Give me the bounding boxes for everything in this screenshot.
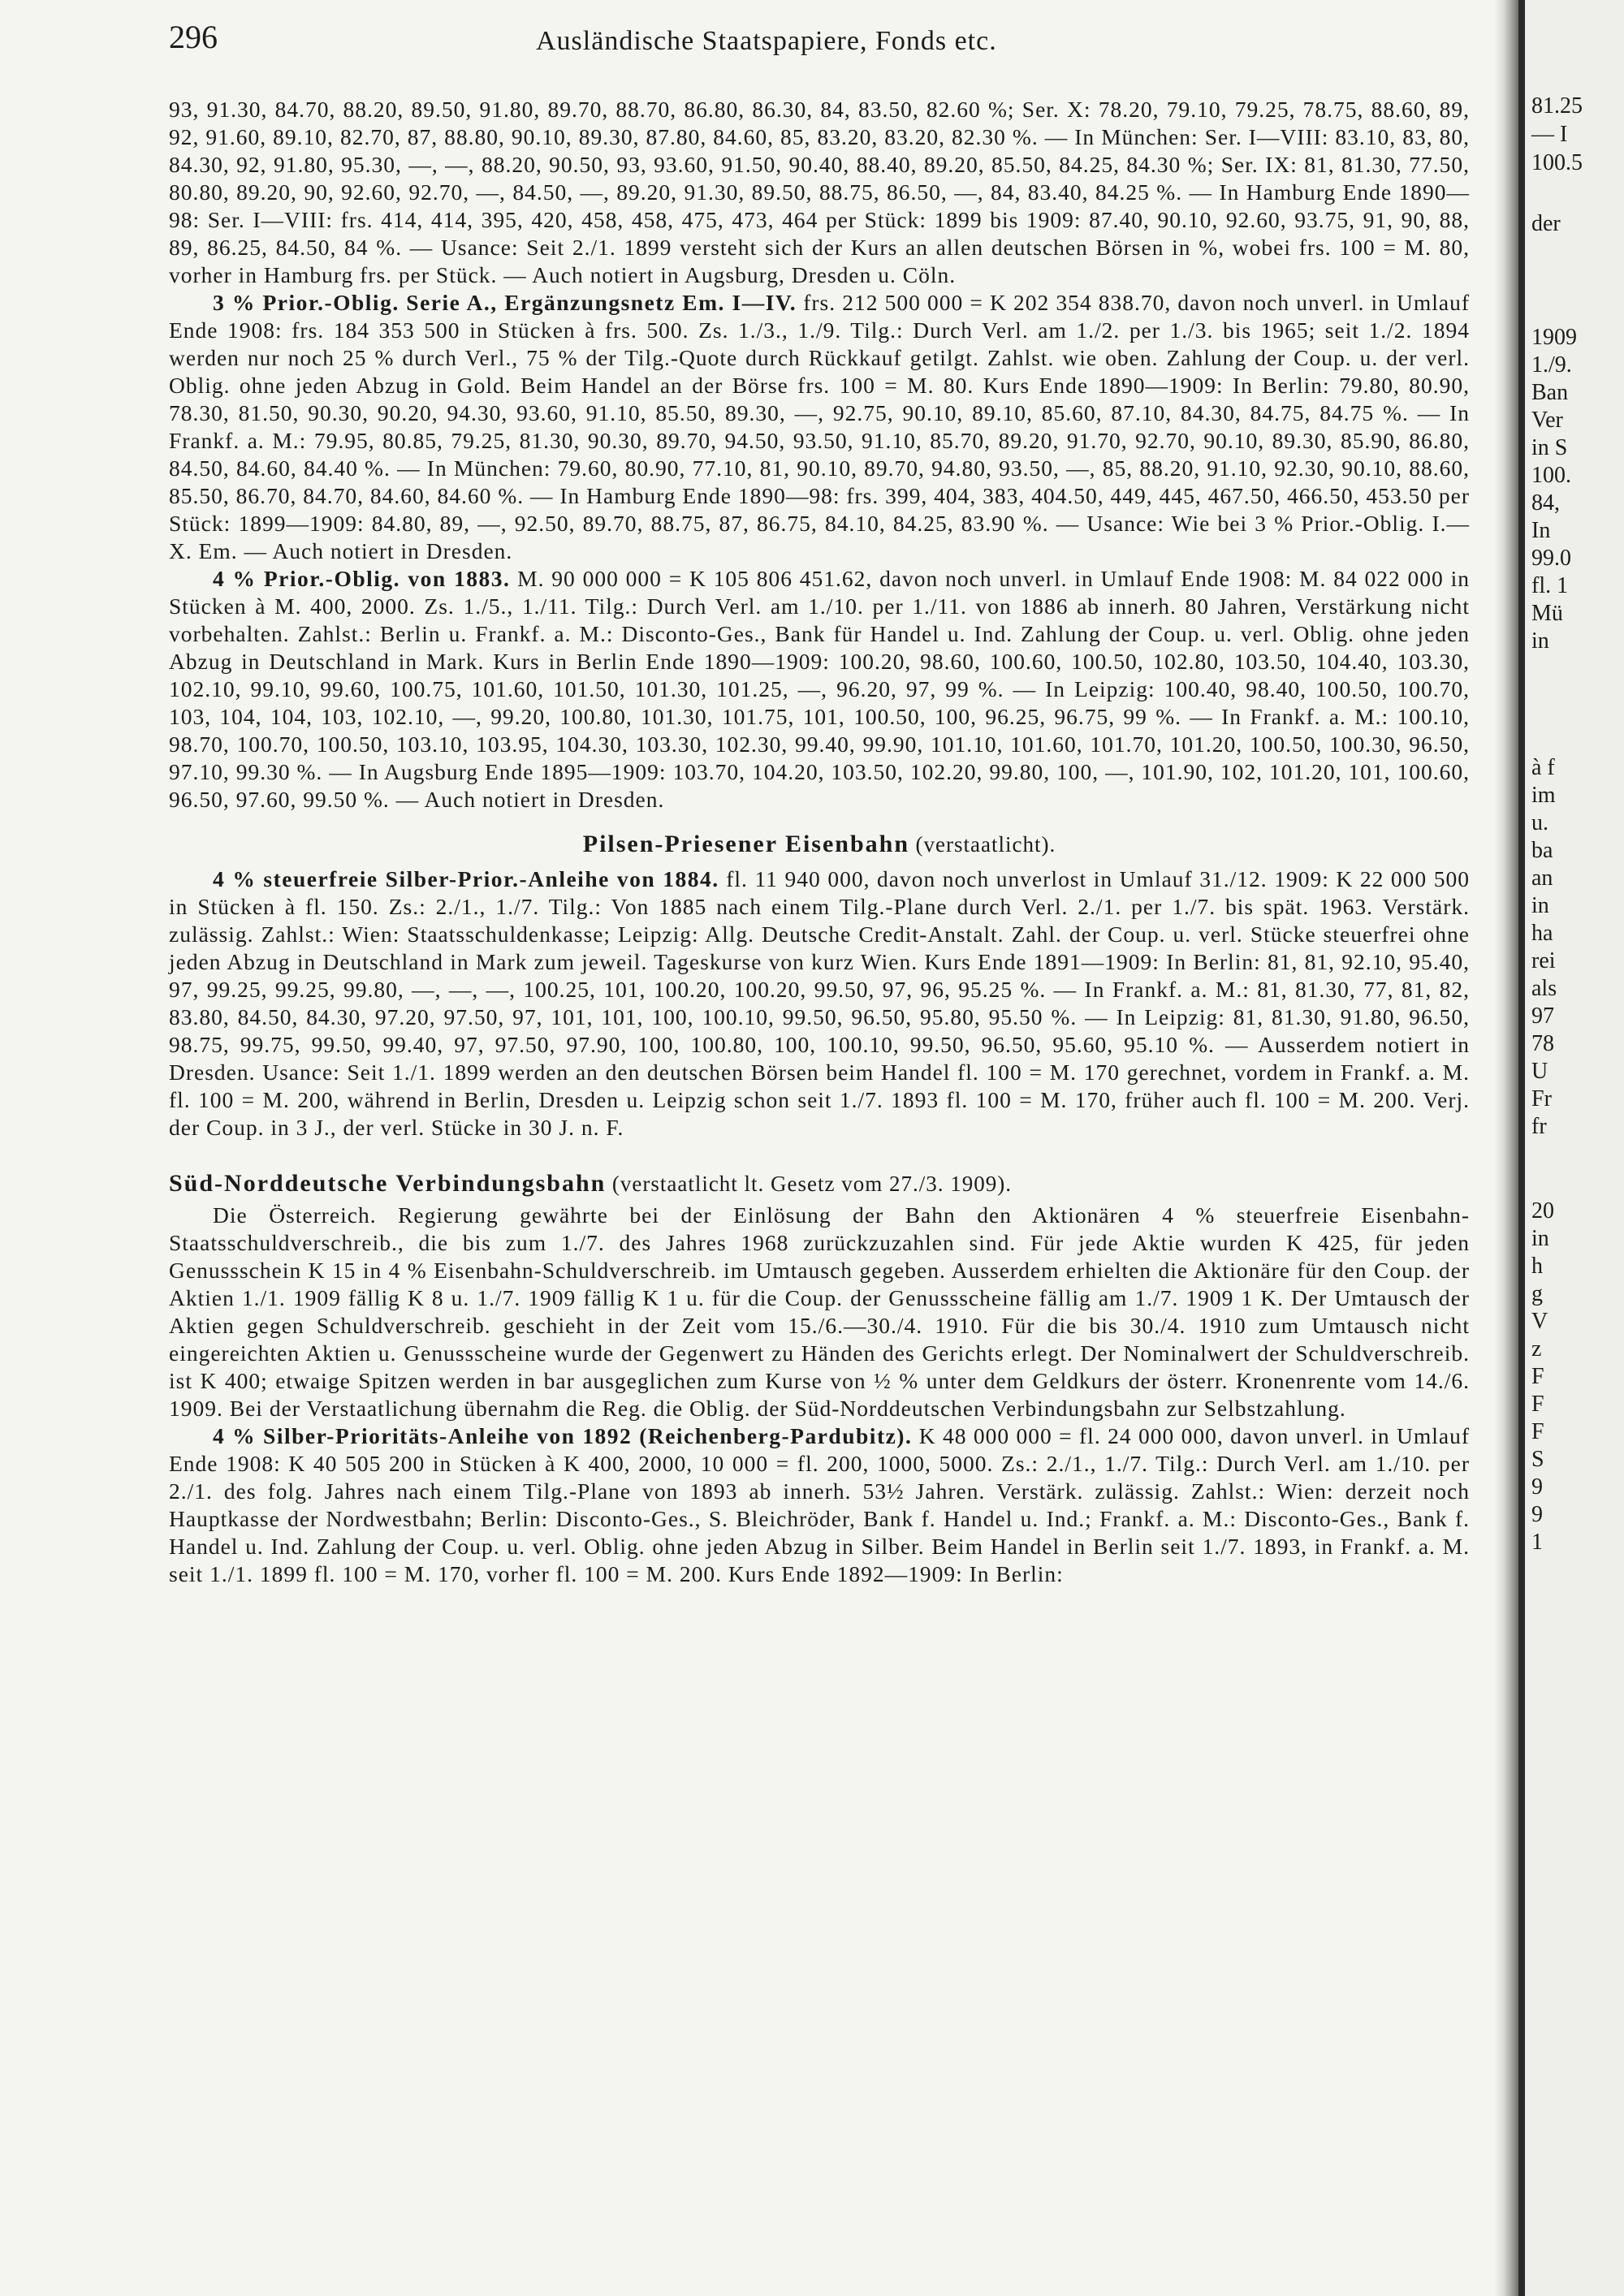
facing-fragment: 9 — [1531, 1474, 1543, 1500]
section-subtitle-pilsen-priesen: (verstaatlicht). — [915, 832, 1056, 857]
facing-fragment: 1 — [1531, 1530, 1543, 1555]
paragraph-prior-oblig-serie-a — [169, 289, 1470, 565]
facing-fragment: V — [1531, 1309, 1548, 1334]
facing-fragment: 1./9. — [1531, 352, 1572, 378]
facing-fragment: Ver — [1531, 408, 1563, 433]
bond-heading-serie-a: 3 % Prior.-Oblig. Serie A., Ergänzungsnetz Em. I—IV. — [213, 290, 797, 315]
paragraph-verstaatlichung: Die Österreich. Regierung gewährte bei der Einlösung der Bahn den Aktionären 4 % steuerfreie Eisenbahn-Staatsschuldverschreib., die bis zum 1./7. des Jahres 1968 zurückzuzahlen sind. Für jede Aktie wurden K 425, für jeden Genussschein K 15 in 4 % Eisenbahn-Schuldverschreib. im Umtausch gegeben. Ausserdem erhielten die Aktionäre für den Coup. der Aktien 1./1. 1909 fällig K 8 u. 1./7. 1909 fällig K 1 u. für die Coup. der Genussscheine fällig am 1./7. 1909 1 K. Der Umtausch der Aktien gegen Schuldverschreib. geschieht in der Zeit vom 15./6.—30./4. 1910. Für die bis 30./4. 1910 zum Umtausch nicht eingereichten Aktien u. Genussscheine wurde der Gegenwert zu Händen des Gerichts erlegt. Der Nominalwert der Schuldverschreib. ist K 400; etwaige Spitzen werden in bar ausgeglichen zum Kurse von ½ % unter dem Geldkurs der österr. Kronenrente vom 14./6. 1909. Bei der Verstaatlichung übernahm die Reg. die Oblig. der Süd-Norddeutschen Verbindungsbahn zur Selbstzahlung. — [169, 1202, 1470, 1421]
facing-fragment: g — [1531, 1281, 1543, 1306]
facing-fragment: in S — [1531, 435, 1568, 460]
facing-fragment: Fr — [1531, 1086, 1552, 1111]
bond-text-1883: M. 90 000 000 = K 105 806 451.62, davon noch unverl. in Umlauf Ende 1908: M. 84 022 000 in Stücken à M. 400, 2000. Zs. 1./5., 1./11. Tilg.: Durch Verl. am 1./10. per 1./11. von 1886 ab innerh. 80 Jahren, Verstärkung nicht vorbehalten. Zahlst.: Berlin u. Frankf. a. M.: Disconto-Ges., Bank für Handel u. Ind. Zahlung der Coup. u. verl. Oblig. ohne jeden Abzug in Deutschland in Mark. Kurs in Berlin Ende 1890—1909: 100.20, 98.60, 100.60, 100.50, 102.80, 103.50, 104.40, 103.30, 102.10, 99.10, 99.60, 100.75, 101.60, 101.50, 101.30, 101.25, —, 96.20, 97, 99 %. — In Leipzig: 100.40, 98.40, 100.50, 100.70, 103, 104, 104, 103, 102.10, —, 99.20, 100.80, 101.30, 101.75, 101, 100.50, 100, 96.25, 96.75, 99 %. — In Frankf. a. M.: 100.10, 98.70, 100.70, 100.50, 103.10, 103.95, 104.30, 103.30, 102.30, 99.40, 99.90, 101.10, 101.60, 101.70, 101.20, 100.50, 100.30, 96.50, 97.10, 99.30 %. — In Augsburg Ende 1895—1909: 103.70, 104.20, 103.50, 102.20, 99.80, 100, —, 101.90, 102, 101.20, 101, 100.60, 96.50, 97.60, 99.50 %. — Auch notiert in Dresden. — [169, 566, 1470, 812]
facing-fragment: — I — [1531, 122, 1568, 147]
page-number: 296 — [169, 19, 218, 55]
bond-text-1884: fl. 11 940 000, davon noch unverlost in Umlauf 31./12. 1909: K 22 000 500 in Stücken à fl. 150. Zs.: 2./1., 1./7. Tilg.: Von 1885 nach einem Tilg.-Plane durch Verl. 2./1. per 1./7. bis spät. 1963. Verstärk. zulässig. Zahlst.: Wien: Staatsschuldenkasse; Leipzig: Allg. Deutsche Credit-Anstalt. Zahl. der Coup. u. verl. Stücke steuerfrei ohne jeden Abzug in Deutschland in Mark zum jeweil. Tageskurse von kurz Wien. Kurs Ende 1891—1909: In Berlin: 81, 81, 92.10, 95.40, 97, 99.25, 99.25, 99.80, —, —, —, 100.25, 101, 100.20, 100.20, 99.50, 97, 96, 95.25 %. — In Frankf. a. M.: 81, 81.30, 77, 81, 82, 83.80, 84.50, 84.30, 97.20, 97.50, 97, 101, 101, 100, 100.10, 99.50, 96.50, 95.80, 95.50 %. — In Leipzig: 81, 81.30, 91.80, 96.50, 98.75, 99.75, 99.50, 99.40, 97, 97.50, 97.90, 100, 100.80, 100, 100.10, 99.50, 96.50, 95.60, 95.10 %. — Ausserdem notiert in Dresden. Usance: Seit 1./1. 1899 werden an den deutschen Börsen beim Handel fl. 100 = M. 170 gerechnet, vordem in Frankf. a. M. fl. 100 = M. 200, während in Berlin, Dresden u. Leipzig schon seit 1./7. 1893 fl. 100 = M. 170, früher auch fl. 100 = M. 200. Verj. der Coup. in 3 J., der verl. Stücke in 30 J. n. F. — [169, 866, 1470, 1140]
section-heading-pilsen-priesen — [169, 830, 1470, 859]
section-heading-sued-norddeutsche — [169, 1169, 1470, 1198]
facing-fragment: 100.5 — [1531, 150, 1583, 175]
facing-fragment: h — [1531, 1254, 1543, 1279]
facing-fragment: 100. — [1531, 463, 1571, 488]
facing-fragment: Mü — [1531, 601, 1563, 626]
facing-fragment: 84, — [1531, 490, 1560, 516]
facing-fragment: 20 — [1531, 1198, 1554, 1224]
facing-fragment: Ban — [1531, 380, 1569, 405]
bond-text-1892: K 48 000 000 = fl. 24 000 000, davon unverl. in Umlauf Ende 1908: K 40 505 200 in Stücken à K 400, 2000, 10 000 = fl. 200, 1000, 5000. Zs.: 2./1., 1./7. Tilg.: Durch Verl. am 1./10. per 2./1. des folg. Jahres nach einem Tilg.-Plane von 1893 ab innerh. 53½ Jahren. Verstärk. zulässig. Zahlst.: Wien: derzeit noch Hauptkasse der Nordwestbahn; Berlin: Disconto-Ges., S. Bleichröder, Bank f. Handel u. Ind.; Frankf. a. M.: Disconto-Ges., Bank f. Handel u. Ind. Zahlung der Coup. u. verl. Oblig. ohne jeden Abzug in Silber. Beim Handel in Berlin seit 1./7. 1893, in Frankf. a. M. seit 1./1. 1899 fl. 100 = M. 170, vorher fl. 100 = M. 200. Kurs Ende 1892—1909: In Berlin: — [169, 1423, 1470, 1586]
book-gutter-shadow — [1494, 0, 1518, 2296]
section-title-pilsen-priesen: Pilsen-Priesener Eisenbahn — [582, 831, 910, 857]
paragraph-kurse-serien: 93, 91.30, 84.70, 88.20, 89.50, 91.80, 89.70, 88.70, 86.80, 86.30, 84, 83.50, 82.60 %; Ser. X: 78.20, 79.10, 79.25, 78.75, 88.60, 89, 92, 91.60, 89.10, 82.70, 87, 88.80, 90.10, 89.30, 87.80, 84.60, 85, 83.20, 83.20, 82.30 %. — In München: Ser. I—VIII: 83.10, 83, 80, 84.30, 92, 91.80, 95.30, —, —, 88.20, 90.50, 93, 93.60, 91.50, 90.40, 88.40, 89.20, 85.50, 84.25, 84.30 %; Ser. IX: 81, 81.30, 77.50, 80.80, 89.20, 90, 92.60, 92.70, —, 84.50, —, 89.20, 91.30, 89.50, 88.75, 86.50, —, 84, 83.40, 84.25 %. — In Hamburg Ende 1890—98: Ser. I—VIII: frs. 414, 414, 395, 420, 458, 458, 475, 473, 464 per Stück: 1899 bis 1909: 87.40, 90.10, 92.60, 93.75, 91, 90, 88, 89, 86.25, 84.50, 84 %. — Usance: Seit 2./1. 1899 versteht sich der Kurs an allen deutschen Börsen in %, wobei frs. 100 = M. 80, vorher in Hamburg frs. per Stück. — Auch notiert in Augsburg, Dresden u. Cöln. — [169, 97, 1470, 287]
bond-heading-1883: 4 % Prior.-Oblig. von 1883. — [213, 566, 511, 591]
facing-fragment: U — [1531, 1059, 1548, 1084]
facing-fragment: 78 — [1531, 1031, 1554, 1056]
facing-fragment: in — [1531, 1226, 1549, 1251]
facing-fragment: 81.25 — [1531, 93, 1583, 119]
facing-fragment: à f — [1531, 755, 1555, 780]
facing-fragment: 1909 — [1531, 325, 1577, 350]
facing-fragment: 9 — [1531, 1502, 1543, 1527]
facing-fragment: im — [1531, 783, 1556, 808]
facing-fragment: der — [1531, 211, 1561, 236]
facing-fragment: F — [1531, 1392, 1544, 1417]
bond-text-serie-a: frs. 212 500 000 = K 202 354 838.70, davon noch unverl. in Umlauf Ende 1908: frs. 184 353 500 in Stücken à frs. 500. Zs. 1./3., 1./9. Tilg.: Durch Verl. am 1./2. per 1./3. bis 1965; seit 1./2. 1894 werden nur noch 25 % durch Verl., 75 % der Tilg.-Quote durch Rückkauf getilgt. Zahlst. wie oben. Zahlung der Coup. u. der verl. Oblig. ohne jeden Abzug in Gold. Beim Handel an der Börse frs. 100 = M. 80. Kurs Ende 1890—1909: In Berlin: 79.80, 80.90, 78.30, 81.50, 90.30, 90.20, 94.30, 93.60, 91.10, 85.50, 89.30, —, 92.75, 90.10, 89.10, 85.60, 87.10, 84.30, 84.75, 84.75 %. — In Frankf. a. M.: 79.95, 80.85, 79.25, 81.30, 90.30, 89.70, 94.50, 93.50, 91.10, 85.70, 89.20, 91.70, 92.70, 90.10, 89.30, 85.90, 86.80, 84.50, 84.60, 84.40 %. — In München: 79.60, 80.90, 77.10, 81, 90.10, 89.70, 94.80, 93.50, —, 85, 88.20, 91.10, 92.30, 90.10, 88.60, 85.50, 86.70, 84.70, 84.60, 84.60 %. — In Hamburg Ende 1890—98: frs. 399, 404, 383, 404.50, 449, 445, 467.50, 466.50, 453.50 per Stück: 1899—1909: 84.80, 89, —, 92.50, 89.70, 88.75, 87, 86.75, 84.10, 84.25, 83.90 %. — Usance: Wie bei 3 % Prior.-Oblig. I.—X. Em. — Auch notiert in Dresden. — [169, 290, 1470, 563]
facing-fragment: F — [1531, 1364, 1544, 1389]
facing-fragment: als — [1531, 976, 1557, 1001]
bond-heading-1884: 4 % steuerfreie Silber-Prior.-Anleihe von 1884. — [213, 866, 719, 891]
facing-fragment: in — [1531, 628, 1549, 654]
facing-page-edge — [1525, 0, 1624, 2296]
facing-fragment: fr — [1531, 1114, 1547, 1139]
facing-fragment: 97 — [1531, 1003, 1554, 1029]
facing-fragment: S — [1531, 1447, 1544, 1472]
facing-fragment: 99.0 — [1531, 546, 1571, 571]
paragraph-prior-oblig-1883 — [169, 565, 1470, 814]
section-subtitle-sued-norddeutsche: (verstaatlicht lt. Gesetz vom 27./3. 1909). — [611, 1172, 1013, 1196]
facing-fragment: rei — [1531, 948, 1556, 973]
facing-fragment: z — [1531, 1336, 1542, 1362]
facing-fragment: u. — [1531, 810, 1548, 835]
facing-fragment: ha — [1531, 921, 1553, 946]
running-head: Ausländische Staatspapiere, Fonds etc. — [536, 26, 997, 56]
bond-heading-1892: 4 % Silber-Prioritäts-Anleihe von 1892 (Reichenberg-Pardubitz). — [213, 1423, 913, 1448]
paragraph-silber-prior-1884 — [169, 865, 1470, 1142]
facing-fragment: fl. 1 — [1531, 573, 1569, 598]
section-title-sued-norddeutsche: Süd-Norddeutsche Verbindungsbahn — [169, 1170, 607, 1197]
paragraph-silber-prior-1892 — [169, 1422, 1470, 1588]
facing-fragment: F — [1531, 1419, 1544, 1444]
facing-fragment: an — [1531, 865, 1553, 891]
facing-fragment: ba — [1531, 838, 1553, 863]
facing-fragment: In — [1531, 518, 1551, 543]
main-text-column — [169, 96, 1470, 1588]
facing-fragment: in — [1531, 893, 1549, 918]
book-spine — [1518, 0, 1525, 2296]
